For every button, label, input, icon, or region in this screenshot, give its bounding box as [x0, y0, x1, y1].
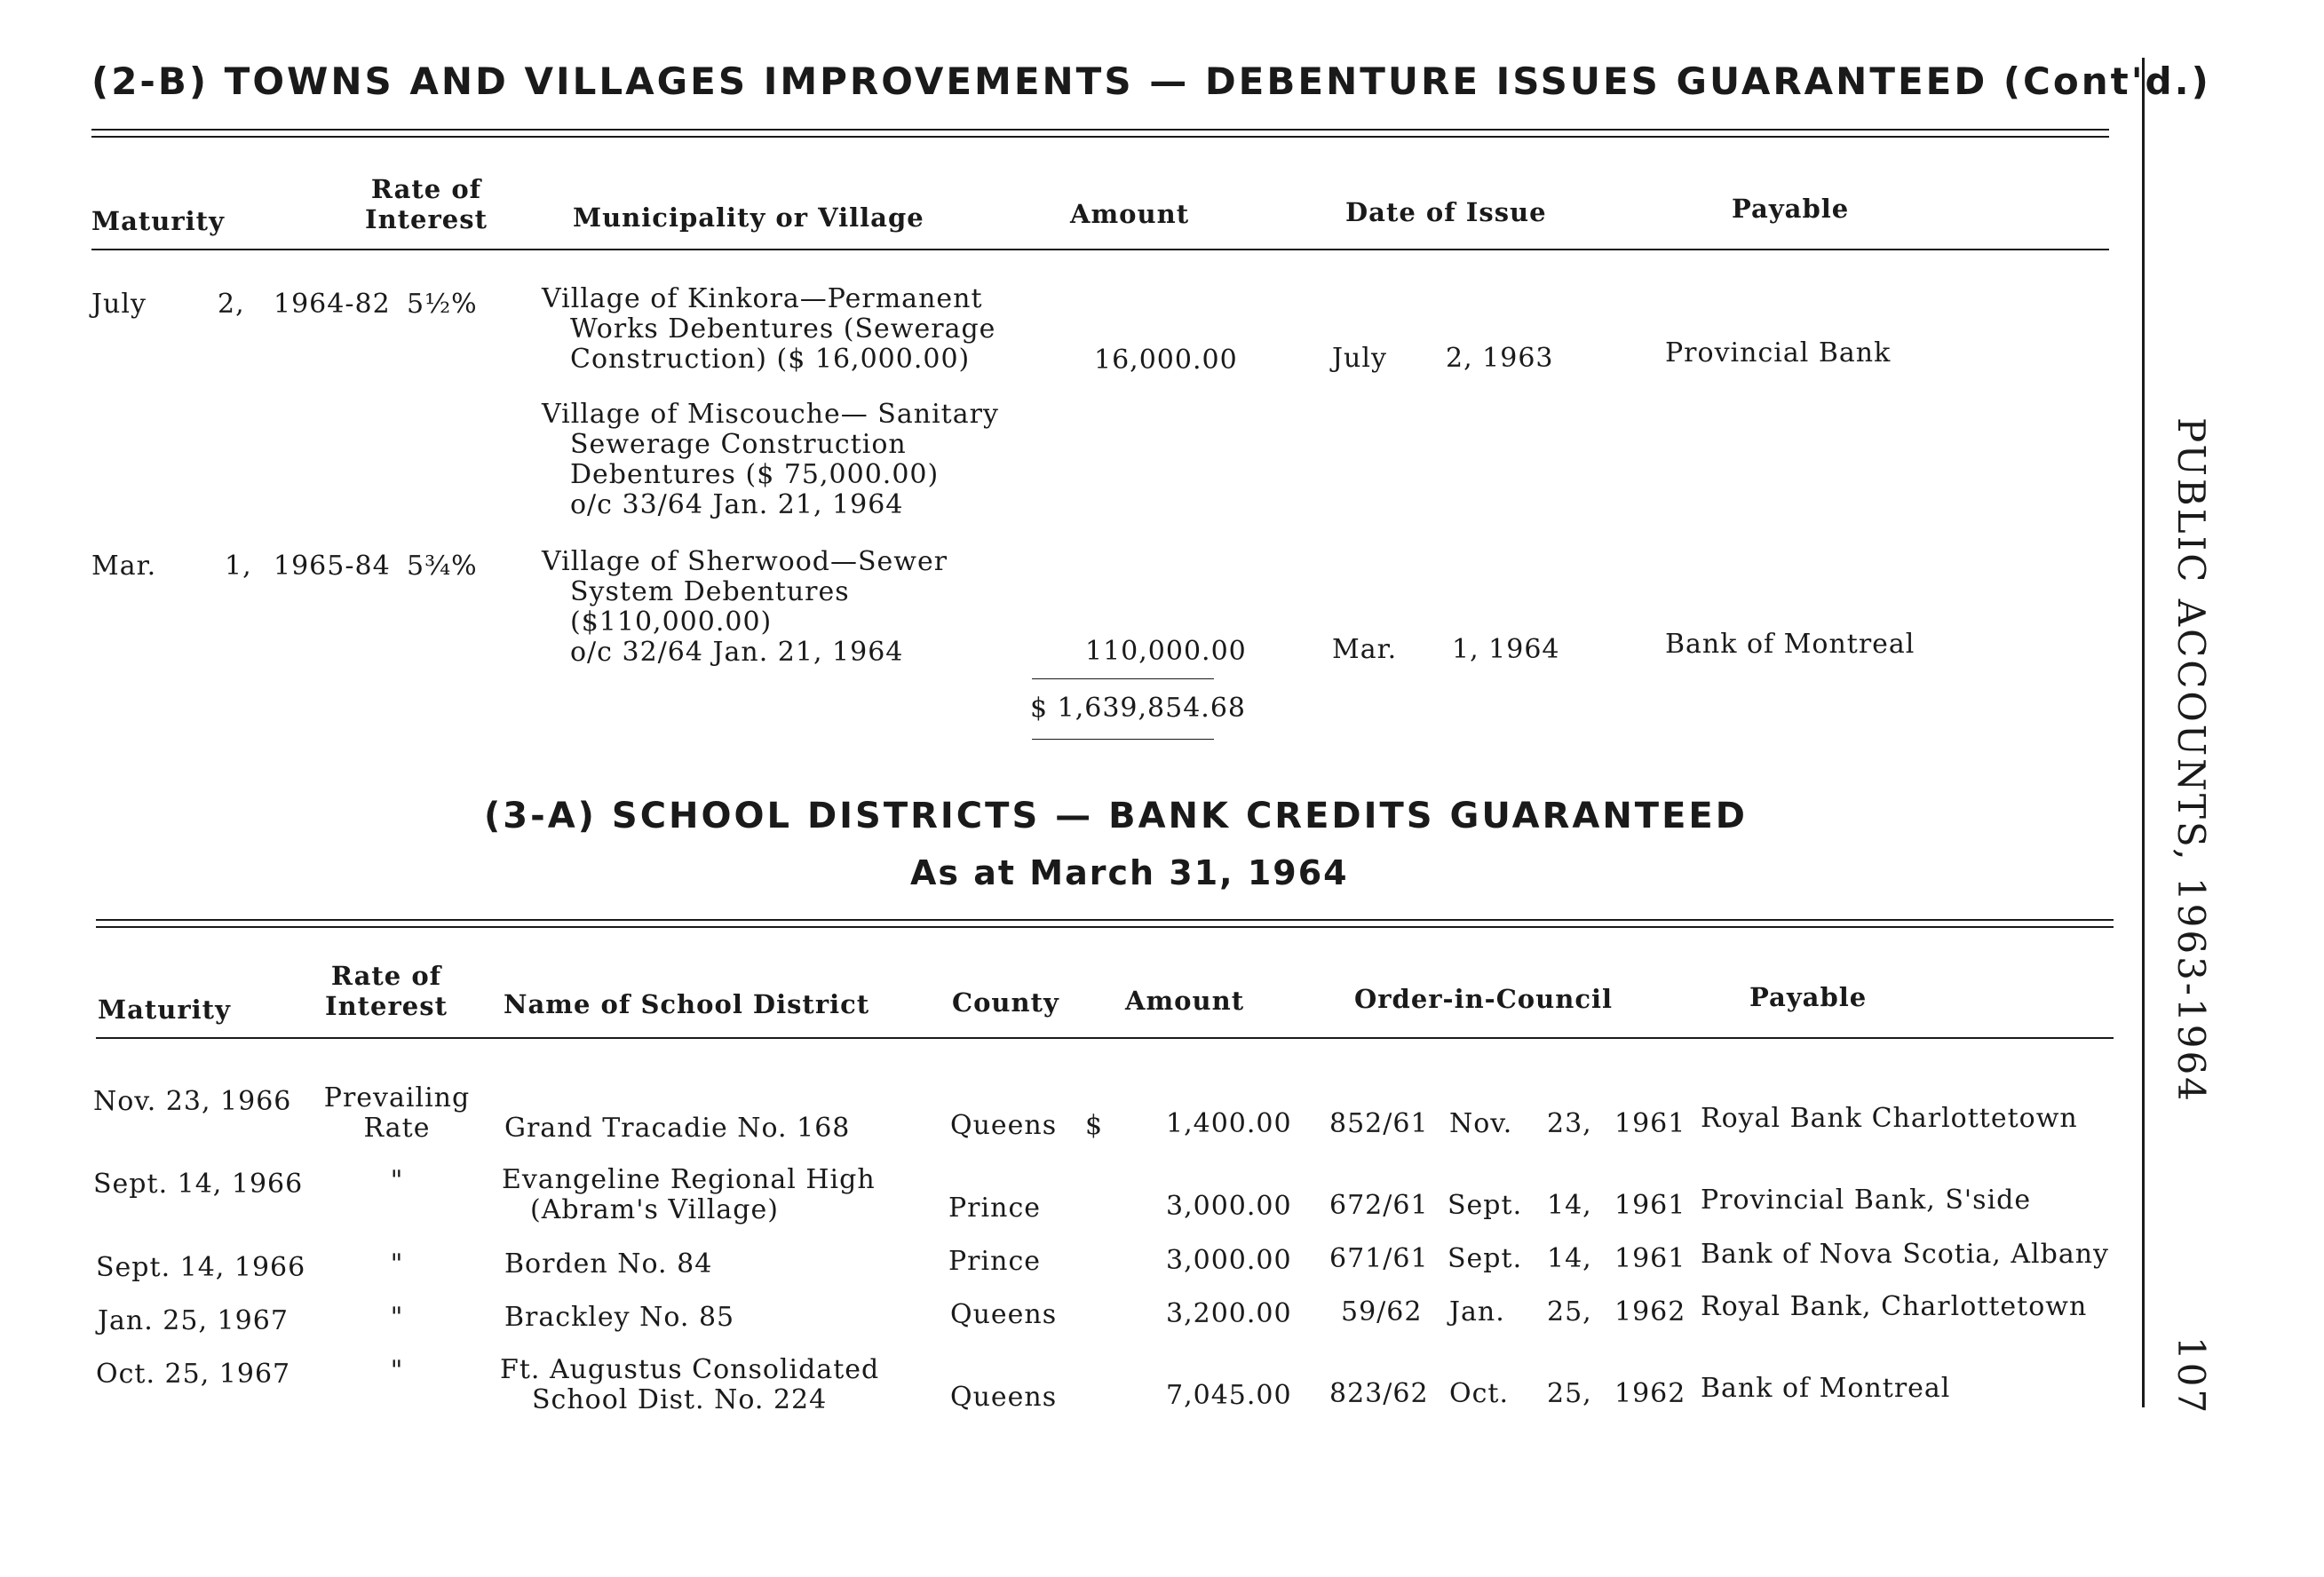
oic-year: 1962 [1614, 1378, 1686, 1409]
amount: 110,000.00 [1085, 636, 1247, 667]
rate: " [390, 1165, 404, 1196]
header-rate-line2: Interest [365, 204, 488, 234]
payable: Bank of Nova Scotia, Albany [1701, 1239, 2109, 1270]
oic-day: 25, [1547, 1296, 1592, 1327]
header-payable: Payable [1732, 194, 1850, 224]
rate: Prevailing Rate [323, 1082, 471, 1144]
header-date-of-issue: Date of Issue [1345, 197, 1547, 227]
oic-month: Sept. [1448, 1190, 1523, 1221]
county: Queens [950, 1110, 1058, 1141]
section-2b-title: (2-B) TOWNS AND VILLAGES IMPROVEMENTS — DEBENTURE ISSUES GUARANTEED (Cont'd.) [91, 59, 2211, 103]
payable: Bank of Montreal [1665, 629, 1916, 660]
page-number: 107 [2169, 1336, 2213, 1416]
section-2b-top-rule [91, 129, 2109, 138]
district: Grand Tracadie No. 168 [504, 1113, 851, 1144]
oic-number: 672/61 [1329, 1190, 1429, 1221]
oic-year: 1961 [1614, 1108, 1686, 1139]
header-county: County [952, 987, 1059, 1018]
oic-year: 1961 [1614, 1190, 1686, 1221]
maturity: Sept. 14, 1966 [96, 1252, 306, 1283]
rate: 5¾% [407, 551, 478, 582]
maturity-month: Mar. [91, 551, 157, 582]
payable: Bank of Montreal [1701, 1373, 1951, 1404]
oic-day: 25, [1547, 1378, 1592, 1409]
maturity: Nov. 23, 1966 [93, 1086, 292, 1117]
county: Prince [948, 1193, 1041, 1224]
oic-year: 1962 [1614, 1296, 1686, 1327]
header-rate-line1: Rate of [330, 961, 442, 991]
header-rate-line2: Interest [325, 991, 448, 1021]
maturity-month: July [91, 289, 147, 320]
section-3a-header-rule [96, 1037, 2114, 1039]
county: Queens [950, 1382, 1058, 1413]
payable: Provincial Bank, S'side [1701, 1185, 2032, 1216]
issue-month: July [1332, 343, 1387, 374]
rate: 5½% [407, 289, 478, 320]
rate: " [390, 1355, 404, 1386]
description: Village of Kinkora—Permanent Works Debentures (Sewerage Construction) ($ 16,000.00) [542, 283, 996, 375]
oic-number: 852/61 [1329, 1108, 1429, 1139]
oic-day: 23, [1547, 1108, 1592, 1139]
header-amount: Amount [1125, 986, 1245, 1016]
oic-year: 1961 [1614, 1243, 1686, 1274]
rate: " [390, 1248, 404, 1280]
amount: 3,000.00 [1166, 1245, 1292, 1276]
section-3a-subtitle: As at March 31, 1964 [910, 853, 1349, 892]
oic-day: 14, [1547, 1243, 1592, 1274]
oic-month: Jan. [1449, 1296, 1505, 1327]
header-municipality: Municipality or Village [573, 202, 924, 233]
county: Queens [950, 1299, 1058, 1330]
oic-month: Sept. [1448, 1243, 1523, 1274]
total-rule-top [1032, 678, 1214, 679]
oic-number: 823/62 [1329, 1378, 1429, 1409]
issue-month: Mar. [1332, 634, 1398, 665]
payable: Royal Bank, Charlottetown [1701, 1291, 2088, 1322]
oic-number: 59/62 [1341, 1296, 1423, 1327]
amount: 3,200.00 [1166, 1298, 1292, 1329]
maturity-day: 2, [218, 289, 245, 320]
header-rate-line1: Rate of [370, 174, 482, 204]
maturity: Jan. 25, 1967 [98, 1305, 289, 1336]
description: Village of Sherwood—Sewer System Debentures ($110,000.00) o/c 32/64 Jan. 21, 1964 [542, 546, 948, 668]
maturity-years: 1965-84 [274, 551, 391, 582]
payable: Provincial Bank [1665, 337, 1892, 368]
oic-month: Nov. [1449, 1108, 1513, 1139]
amount: 1,400.00 [1166, 1108, 1292, 1139]
maturity: Sept. 14, 1966 [93, 1169, 304, 1200]
oic-month: Oct. [1449, 1378, 1509, 1409]
section-2b-header-rule [91, 249, 2109, 250]
county: Prince [948, 1246, 1041, 1277]
district: Borden No. 84 [504, 1248, 713, 1280]
description: Village of Miscouche— Sanitary Sewerage Construction Debentures ($ 75,000.00) o/c 33/64 Jan. 21, 1964 [542, 399, 999, 520]
section-3a-top-rule [96, 919, 2114, 928]
amount: 3,000.00 [1166, 1191, 1292, 1222]
amount: 16,000.00 [1094, 345, 1238, 376]
district: Brackley No. 85 [504, 1302, 735, 1333]
section-3a-title: (3-A) SCHOOL DISTRICTS — BANK CREDITS GUARANTEED [484, 796, 1748, 836]
issue-day-year: 1, 1964 [1452, 634, 1560, 665]
oic-number: 671/61 [1329, 1243, 1429, 1274]
rate: " [390, 1302, 404, 1333]
header-maturity: Maturity [91, 206, 225, 236]
header-school-district: Name of School District [504, 989, 870, 1019]
oic-day: 14, [1547, 1190, 1592, 1221]
issue-day-year: 2, 1963 [1446, 343, 1554, 374]
district: Ft. Augustus Consolidated School Dist. No. 224 [500, 1354, 880, 1415]
header-payable: Payable [1749, 982, 1868, 1012]
maturity-years: 1964-82 [274, 289, 391, 320]
section-2b-total: $ 1,639,854.68 [1030, 693, 1247, 724]
maturity: Oct. 25, 1967 [96, 1359, 291, 1390]
total-rule-bottom [1032, 739, 1214, 740]
header-amount: Amount [1070, 199, 1190, 229]
currency-sign: $ [1085, 1110, 1104, 1141]
district: Evangeline Regional High (Abram's Village) [502, 1164, 876, 1225]
header-order-in-council: Order-in-Council [1354, 984, 1614, 1014]
payable: Royal Bank Charlottetown [1701, 1103, 2078, 1134]
amount: 7,045.00 [1166, 1380, 1292, 1411]
maturity-day: 1, [225, 551, 252, 582]
running-head: PUBLIC ACCOUNTS, 1963-1964 [2169, 417, 2213, 1104]
margin-rule [2142, 58, 2145, 1407]
header-maturity: Maturity [98, 995, 231, 1025]
